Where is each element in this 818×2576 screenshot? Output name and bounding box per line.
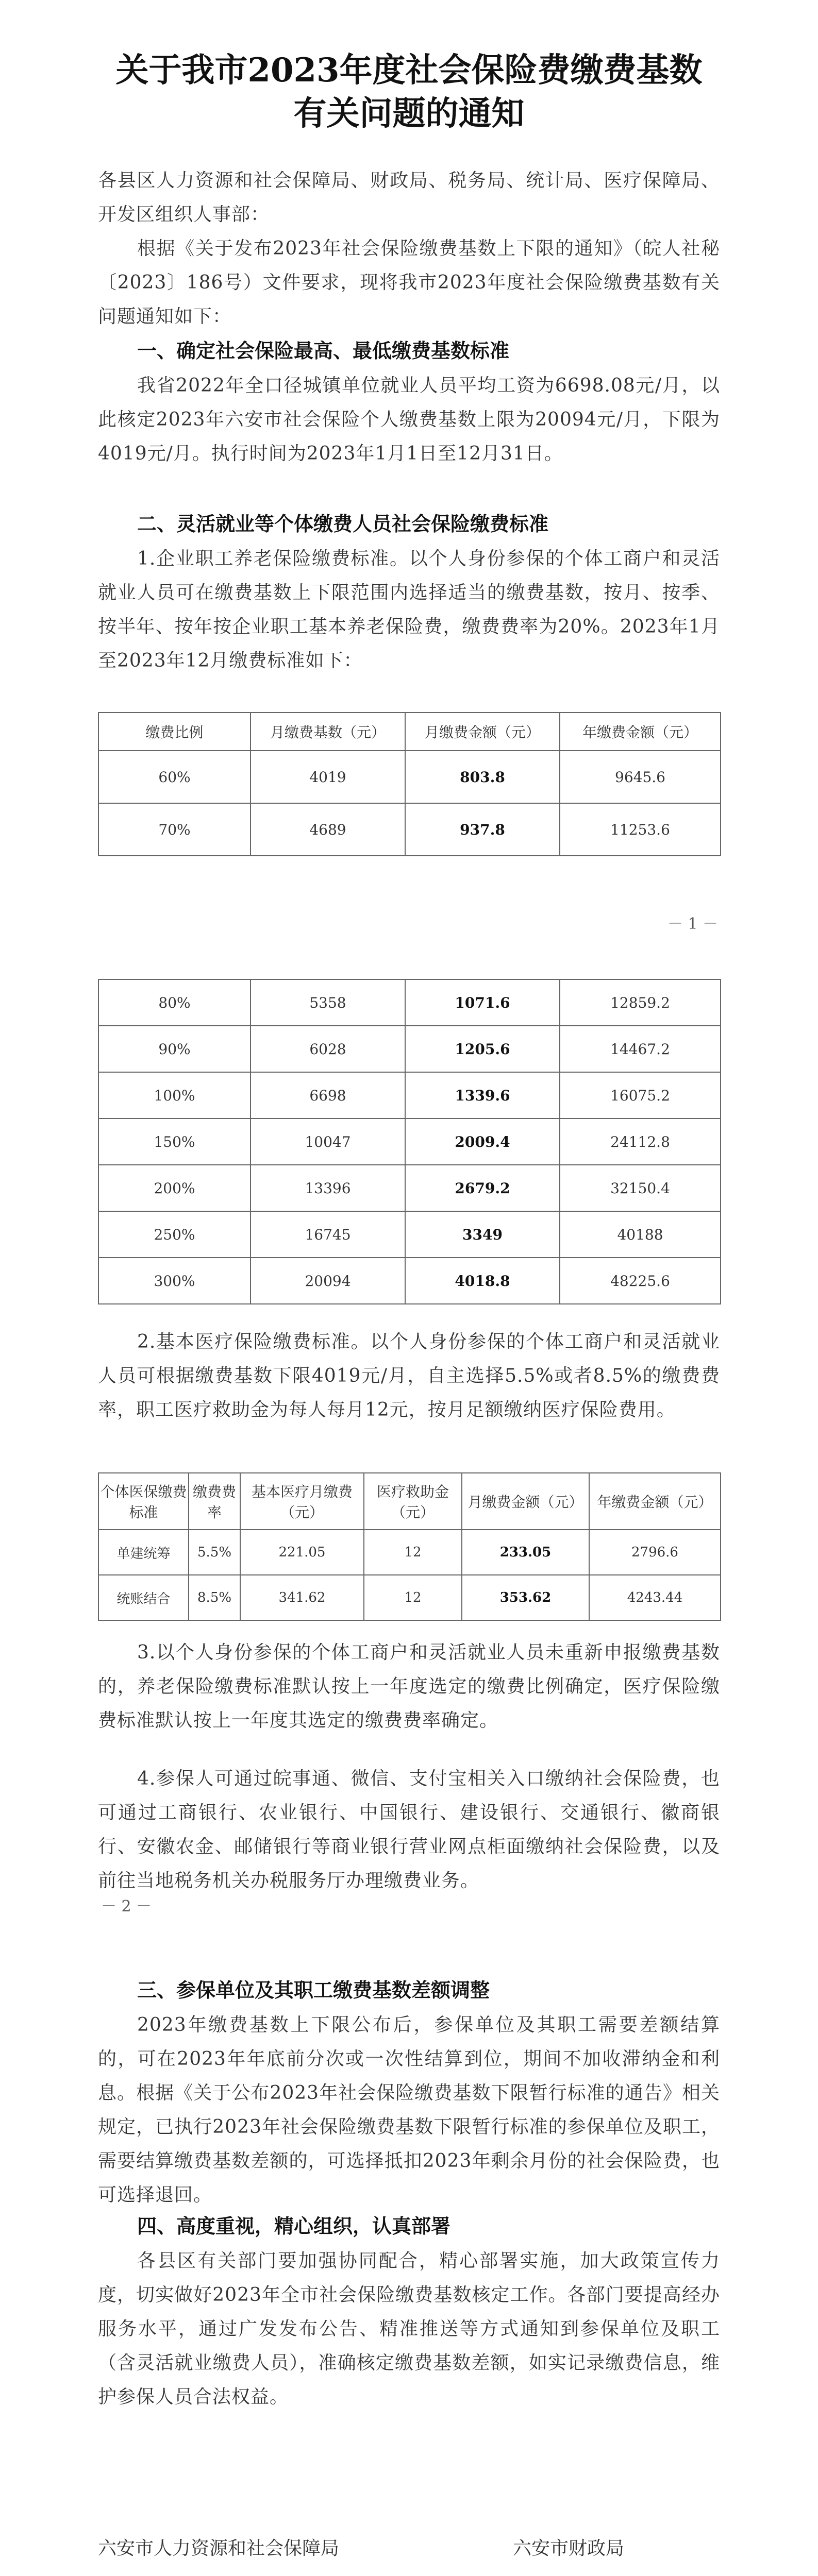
table-row: [98, 1530, 721, 1575]
table-cell: 3349: [405, 1211, 560, 1258]
table-cell: 341.62: [240, 1575, 364, 1620]
table-cell: 6028: [251, 1026, 405, 1072]
page-number-2: － 2 －: [101, 1897, 152, 1916]
table-cell: 11253.6: [560, 803, 721, 856]
signature-finance: 六安市财政局: [513, 2538, 625, 2559]
table-row: [98, 1026, 721, 1072]
table-cell: 4019: [251, 751, 405, 803]
pension-table-part2: [98, 979, 721, 1304]
medical-col-basic: 基本医疗月缴费（元）: [240, 1473, 364, 1530]
medical-col-yearly: 年缴费金额（元）: [589, 1473, 721, 1530]
table-cell: 9645.6: [560, 751, 721, 803]
table-row: [98, 1258, 721, 1304]
table-cell: 4243.44: [589, 1575, 721, 1620]
table-cell: 1071.6: [405, 979, 560, 1026]
table-cell: 2679.2: [405, 1165, 560, 1211]
table-cell: 2009.4: [405, 1118, 560, 1165]
table-cell: 16075.2: [560, 1072, 721, 1118]
table-cell: 4689: [251, 803, 405, 856]
pension-col-base: 月缴费基数（元）: [251, 713, 405, 751]
table-cell: 10047: [251, 1118, 405, 1165]
table-cell: 80%: [98, 979, 251, 1026]
medical-col-rate: 缴费费率: [189, 1473, 240, 1530]
table-cell: 4018.8: [405, 1258, 560, 1304]
document-title-line2: 有关问题的通知: [293, 94, 525, 133]
section4-body: 各县区有关部门要加强协同配合，精心部署实施，加大政策宣传力度，切实做好2023年全市社会保险缴费基数核定工作。各部门要提高经办服务水平，通过广发发布公告、精准推送等方式通知到参保单位及职工（含灵活就业缴费人员），准确核定缴费基数差额，如实记录缴费信息，维护参保人员合法权益。: [98, 2250, 720, 2408]
section2-paragraph-4: 4.参保人可通过皖事通、微信、支付宝相关入口缴纳社会保险费，也可通过工商银行、农业银行、中国银行、建设银行、交通银行、徽商银行、安徽农金、邮储银行等商业银行营业网点柜面缴纳社会保险费，以及前往当地税务机关办税服务厅办理缴费业务。: [98, 1768, 720, 1891]
pension-col-rate: 缴费比例: [98, 713, 251, 751]
table-cell: 16745: [251, 1211, 405, 1258]
document-title-line1: 关于我市2023年度社会保险费缴费基数: [115, 51, 703, 90]
table-cell: 12: [364, 1575, 462, 1620]
salutation: 各县区人力资源和社会保障局、财政局、税务局、统计局、医疗保障局、开发区组织人事部：: [98, 170, 720, 225]
table-cell: 单建统筹: [98, 1530, 189, 1575]
section2-paragraph-2: 2.基本医疗保险缴费标准。以个人身份参保的个体工商户和灵活就业人员可根据缴费基数下限4019元/月，自主选择5.5%或者8.5%的缴费费率，职工医疗救助金为每人每月12元，按月足额缴纳医疗保险费用。: [98, 1331, 720, 1420]
table-row: [98, 1165, 721, 1211]
page-number-1: － 1 －: [667, 915, 719, 933]
table-cell: 1339.6: [405, 1072, 560, 1118]
table-cell: 12: [364, 1530, 462, 1575]
table-cell: 32150.4: [560, 1165, 721, 1211]
table-cell: 200%: [98, 1165, 251, 1211]
table-cell: 937.8: [405, 803, 560, 856]
medical-table: [98, 1472, 721, 1621]
pension-col-monthly: 月缴费金额（元）: [405, 713, 560, 751]
table-cell: 48225.6: [560, 1258, 721, 1304]
table-cell: 6698: [251, 1072, 405, 1118]
section1-heading: 一、确定社会保险最高、最低缴费基数标准: [137, 339, 510, 362]
table-cell: 100%: [98, 1072, 251, 1118]
pension-table-header-row: [98, 713, 721, 751]
section1-body: 我省2022年全口径城镇单位就业人员平均工资为6698.08元/月，以此核定2023年六安市社会保险个人缴费基数上限为20094元/月，下限为4019元/月。执行时间为2023年1月1日至12月31日。: [98, 375, 720, 464]
section4-heading: 四、高度重视，精心组织，认真部署: [137, 2214, 451, 2238]
section2-paragraph-1: 1.企业职工养老保险缴费标准。以个人身份参保的个体工商户和灵活就业人员可在缴费基数上下限范围内选择适当的缴费基数，按月、按季、按半年、按年按企业职工基本养老保险费，缴费费率为20%。2023年1月至2023年12月缴费标准如下：: [98, 548, 720, 671]
table-cell: 12859.2: [560, 979, 721, 1026]
section2-heading: 二、灵活就业等个体缴费人员社会保险缴费标准: [137, 512, 549, 535]
table-cell: 8.5%: [189, 1575, 240, 1620]
table-cell: 13396: [251, 1165, 405, 1211]
table-cell: 统账结合: [98, 1575, 189, 1620]
table-cell: 40188: [560, 1211, 721, 1258]
table-row: [98, 803, 721, 856]
table-cell: 221.05: [240, 1530, 364, 1575]
table-cell: 233.05: [462, 1530, 589, 1575]
table-cell: 1205.6: [405, 1026, 560, 1072]
table-row: [98, 1072, 721, 1118]
table-cell: 60%: [98, 751, 251, 803]
table-cell: 14467.2: [560, 1026, 721, 1072]
medical-col-aid: 医疗救助金（元）: [364, 1473, 462, 1530]
table-cell: 353.62: [462, 1575, 589, 1620]
table-cell: 24112.8: [560, 1118, 721, 1165]
section3-heading: 三、参保单位及其职工缴费基数差额调整: [137, 1978, 490, 2002]
table-row: [98, 751, 721, 803]
pension-table-part1: [98, 712, 721, 856]
medical-table-header-row: [98, 1473, 721, 1530]
table-cell: 250%: [98, 1211, 251, 1258]
table-row: [98, 1211, 721, 1258]
table-cell: 2796.6: [589, 1530, 721, 1575]
table-row: [98, 1575, 721, 1620]
table-cell: 300%: [98, 1258, 251, 1304]
table-row: [98, 1118, 721, 1165]
medical-col-monthly: 月缴费金额（元）: [462, 1473, 589, 1530]
signature-hrss: 六安市人力资源和社会保障局: [98, 2538, 340, 2559]
table-cell: 70%: [98, 803, 251, 856]
section2-paragraph-3: 3.以个人身份参保的个体工商户和灵活就业人员未重新申报缴费基数的，养老保险缴费标准默认按上一年度选定的缴费比例确定，医疗保险缴费标准默认按上一年度其选定的缴费费率确定。: [98, 1642, 720, 1731]
pension-col-yearly: 年缴费金额（元）: [560, 713, 721, 751]
table-cell: 5358: [251, 979, 405, 1026]
table-cell: 150%: [98, 1118, 251, 1165]
table-row: [98, 979, 721, 1026]
medical-col-standard: 个体医保缴费标准: [98, 1473, 189, 1530]
table-cell: 90%: [98, 1026, 251, 1072]
table-cell: 5.5%: [189, 1530, 240, 1575]
section3-body: 2023年缴费基数上下限公布后，参保单位及其职工需要差额结算的，可在2023年年底前分次或一次性结算到位，期间不加收滞纳金和利息。根据《关于公布2023年社会保险缴费基数下限暂行标准的通告》相关规定，已执行2023年社会保险缴费基数下限暂行标准的参保单位及职工，需要结算缴费基数差额的，可选择抵扣2023年剩余月份的社会保险费，也可选择退回。: [98, 2014, 720, 2206]
table-cell: 803.8: [405, 751, 560, 803]
intro-paragraph: 根据《关于发布2023年社会保险缴费基数上下限的通知》（皖人社秘〔2023〕186号）文件要求，现将我市2023年度社会保险缴费基数有关问题通知如下：: [98, 238, 720, 327]
table-cell: 20094: [251, 1258, 405, 1304]
